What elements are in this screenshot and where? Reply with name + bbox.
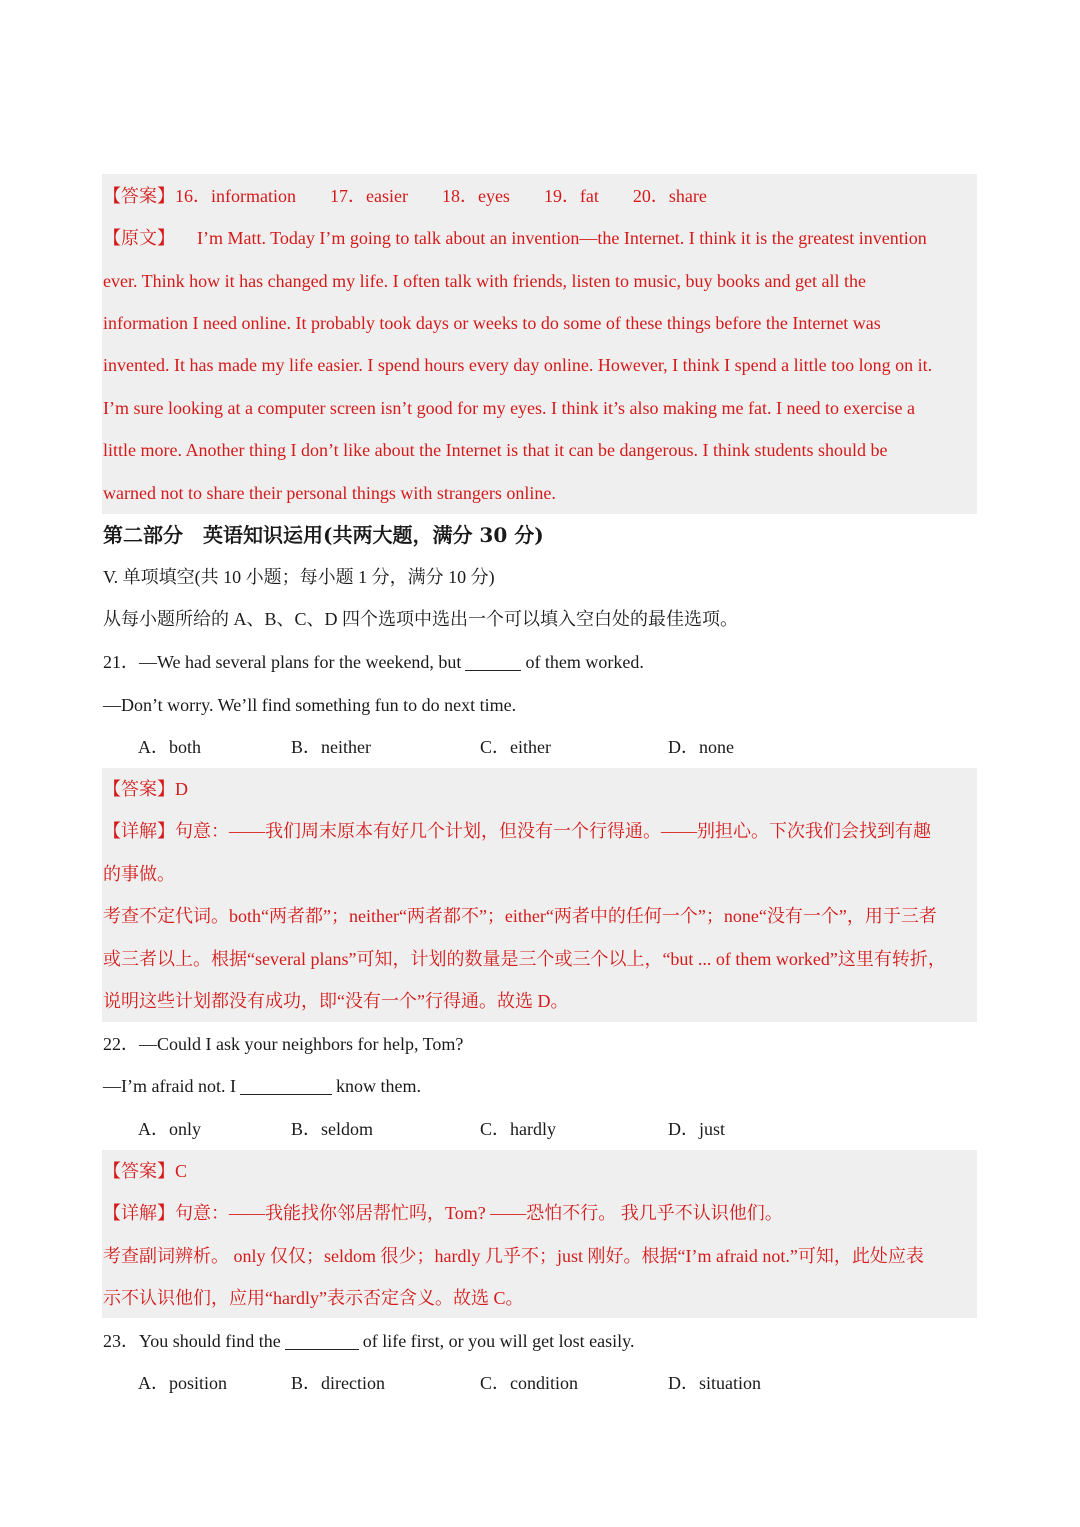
q22-answer: 【答案】C <box>103 1161 188 1181</box>
q22-option-c: C．hardly <box>480 1119 556 1139</box>
q21-option-a: A．both <box>138 737 201 757</box>
source-line-2: ever. Think how it has changed my life. I often talk with friends, listen to music, buy books and get all the <box>103 271 867 291</box>
q23-option-a: A．position <box>138 1373 228 1393</box>
q21-blank <box>465 652 521 671</box>
q22-stem: 22．—Could I ask your neighbors for help, Tom? <box>103 1034 464 1054</box>
answer-19: 19．fat <box>543 186 599 206</box>
section-instruction: 从每小题所给的 A、B、C、D 四个选项中选出一个可以填入空白处的最佳选项。 <box>103 609 739 629</box>
q22-detail: 【详解】句意：——我能找你邻居帮忙吗，Tom? ——恐怕不行。 我几乎不认识他们。 <box>103 1203 783 1223</box>
source-tag: 【原文】 <box>103 228 175 248</box>
source-line-5: I’m sure looking at a computer screen isn’t good for my eyes. I think it’s also making me fat. I need to exercise a <box>103 398 915 418</box>
answers-line <box>103 183 707 209</box>
answer-18: 18．eyes <box>441 186 510 206</box>
q21-analysis-2: 或三者以上。根据“several plans”可知，计划的数量是三个或三个以上，“but ... of them worked”这里有转折， <box>103 949 946 969</box>
answer-17: 17．easier <box>329 186 408 206</box>
source-line-7: warned not to share their personal things with strangers online. <box>103 483 556 503</box>
answer-20: 20．share <box>632 186 707 206</box>
q21-detail-1: 【详解】句意：——我们周末原本有好几个计划，但没有一个行得通。——别担心。下次我们会找到有趣 <box>103 821 931 841</box>
q22-option-b: B．seldom <box>291 1119 374 1139</box>
q21-detail-2: 的事做。 <box>103 864 175 884</box>
source-line-1: 【原文】 I’m Matt. Today I’m going to talk about an invention—the Internet. I think it is the greatest invention <box>103 228 927 248</box>
q21-analysis-1: 考查不定代词。both“两者都”；neither“两者都不”；either“两者中的任何一个”；none“没有一个”，用于三者 <box>103 906 937 926</box>
q22-analysis-2: 示不认识他们，应用“hardly”表示否定含义。故选 C。 <box>103 1288 524 1308</box>
q21-answer: 【答案】D <box>103 779 188 799</box>
q23-option-b: B．direction <box>291 1373 385 1393</box>
q22-option-d: D．just <box>668 1119 726 1139</box>
q23-blank <box>285 1331 359 1350</box>
source-line-3: information I need online. It probably took days or weeks to do some of these things before the Internet was <box>103 313 881 333</box>
q21-option-c: C．either <box>480 737 551 757</box>
q21-answer-block <box>102 768 977 1022</box>
answer-16: 16．information <box>175 186 296 206</box>
source-line-4: invented. It has made my life easier. I spend hours every day online. However, I think I spend a little too long on it. <box>103 355 933 375</box>
q23-option-c: C．condition <box>480 1373 578 1393</box>
q21-option-b: B．neither <box>291 737 371 757</box>
source-line-6: little more. Another thing I don’t like about the Internet is that it can be dangerous. I think students should be <box>103 440 888 460</box>
q22-line2: —I’m afraid not. I know them. <box>103 1076 421 1096</box>
q22-blank <box>240 1076 332 1095</box>
q23-option-d: D．situation <box>668 1373 761 1393</box>
q21-option-d: D．none <box>668 737 734 757</box>
q22-analysis-1: 考查副词辨析。 only 仅仅；seldom 很少；hardly 几乎不；just 刚好。根据“I’m afraid not.”可知，此处应表 <box>103 1246 924 1266</box>
part2-heading: 第二部分 英语知识运用(共两大题，满分 30 分) <box>103 523 544 547</box>
q23-stem: 23．You should find the of life first, or you will get lost easily. <box>103 1331 635 1351</box>
q21-stem: 21．—We had several plans for the weekend, but of them worked. <box>103 652 644 672</box>
q21-analysis-3: 说明这些计划都没有成功，即“没有一个”行得通。故选 D。 <box>103 991 569 1011</box>
q21-line2: —Don’t worry. We’ll find something fun to do next time. <box>103 695 517 715</box>
q22-option-a: A．only <box>138 1119 201 1139</box>
answer-tag: 【答案】 <box>103 186 175 206</box>
section-title: V. 单项填空(共 10 小题；每小题 1 分，满分 10 分) <box>103 567 495 587</box>
